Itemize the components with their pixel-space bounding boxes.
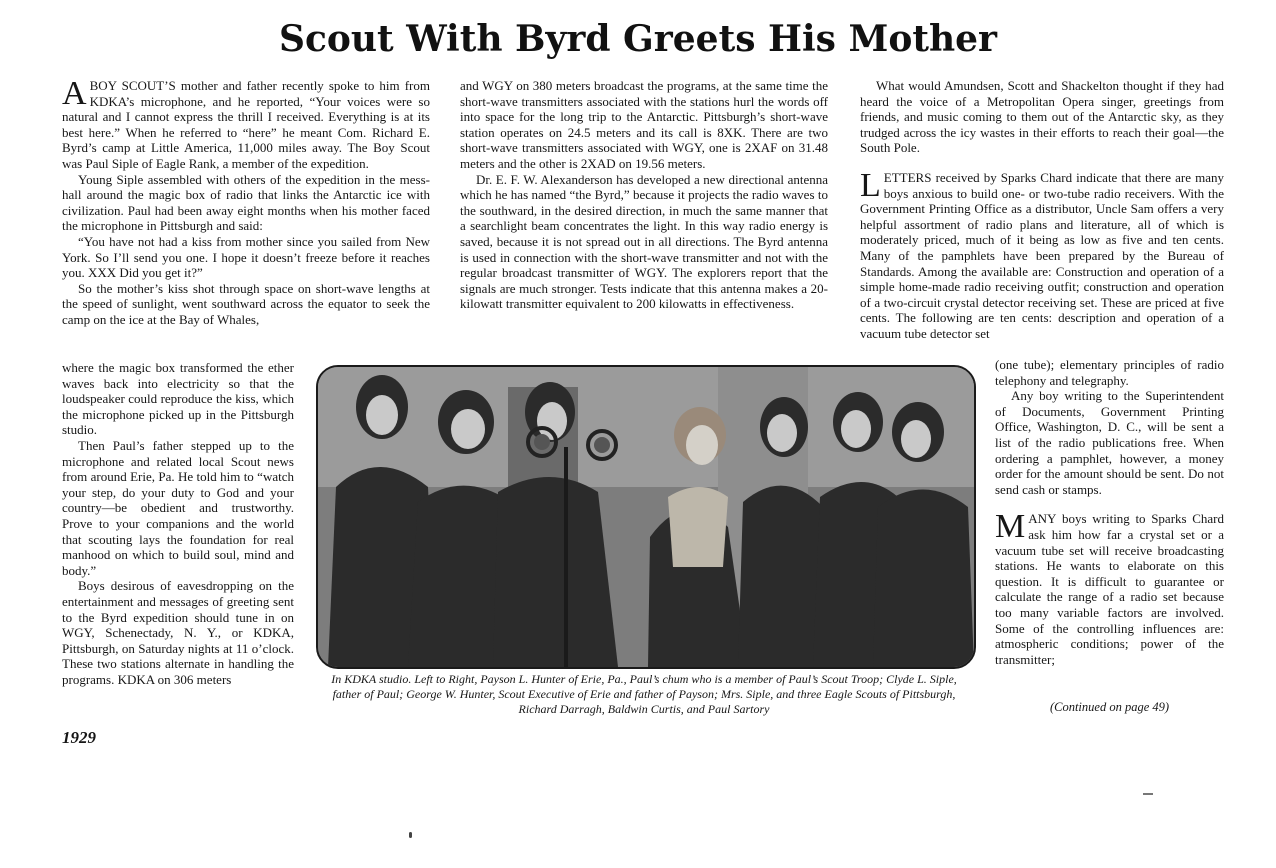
paragraph: Young Siple assembled with others of the expedition in the mess-hall around the magic box of radio that links the Antarctic ice with civilization. Paul had been away eight months when his mother faced the microphone in Pittsburgh and said: — [62, 171, 430, 234]
column-3 — [860, 78, 1224, 342]
paragraph: Any boy writing to the Superintendent of Documents, Government Printing Office, Washington, D. C., will be sent a list of the radio publications free. When ordering a pamphlet, however, a money order for the amount should be sent. Do not send cash or stamps. — [995, 388, 1224, 497]
paragraph: (one tube); elementary principles of radio telephony and telegraphy. — [995, 357, 1224, 388]
paragraph: What would Amundsen, Scott and Shackelton thought if they had heard the voice of a Metropolitan Opera singer, greetings from friends, and music coming to them out of the Antarctic sky, as they trudged across the icy wastes in their efforts to reach their goal—the South Pole. — [860, 78, 1224, 156]
paragraph: Then Paul’s father stepped up to the microphone and related local Scout news from around Erie, Pa. He told him to “watch your step, do your duty to God and your country—be obedient and trustworthy. Prove to your companions and the world that scouting lays the foundation for real manhood on which to build soul, mind and body.” — [62, 437, 294, 578]
drop-cap: A — [62, 75, 87, 112]
column-1-lower — [62, 360, 294, 687]
paragraph: So the mother’s kiss shot through space on short-wave lengths at the speed of sunlight, went southward across the equator to seek the camp on the ice at the Bay of Whales, — [62, 280, 430, 327]
drop-cap: L — [860, 166, 881, 204]
paragraph-text: boys writing to Sparks Chard ask him how far a crystal set or a vacuum tube set will receive broadcasting stations. He wants to elaborate on this question. It is difficult to guarantee or calculate the range of a radio set because too many variable factors are involved. Some of the controlling influences are: atmospheric conditions; power of the transmitter; — [995, 511, 1224, 667]
paragraph: and WGY on 380 meters broadcast the programs, at the same time the short-wave transmitters associated with the stations hurl the words off into space for the long trip to the Antarctic. Pittsburgh’s short-wave station operates on 24.5 meters and its call is 8XK. There are two short-wave transmitters associated with WGY, one is 2XAF on 31.48 meters and the other is 2XAD on 19.56 meters. — [460, 78, 828, 171]
print-mark — [1143, 793, 1153, 795]
article-title: Scout With Byrd Greets His Mother — [278, 18, 998, 60]
lead-words: ANY — [1028, 511, 1057, 527]
paragraph: Boys desirous of eavesdropping on the entertainment and messages of greeting sent to the Byrd expedition should tune in on WGY, Schenectady, N. Y., or KDKA, Pittsburgh, on Saturday nights at 11 o’clock. These two stations alternate in handling the programs. KDKA on 306 meters — [62, 578, 294, 687]
paragraph — [860, 166, 1224, 342]
paragraph — [62, 75, 430, 172]
continued-note: (Continued on page 49) — [1049, 700, 1170, 714]
column-2 — [460, 78, 828, 312]
drop-cap: M — [995, 508, 1026, 546]
paragraph — [995, 508, 1224, 667]
paragraph-text: mother and father recently spoke to him from KDKA’s microphone, and he reported, “Your voices were so natural and I cannot express the thrill I received. Everything is at its best here.” When he referred to “here” he meant Com. Richard E. Byrd’s camp at Little America, 11,000 miles away. The Boy Scout was Paul Siple of Eagle Rank, a member of the expedition. — [62, 78, 430, 171]
lead-words: BOY SCOUT’S — [89, 78, 176, 93]
paragraph-text: received by Sparks Chard indicate that there are many boys anxious to build one- or two-tube radio receivers. With the Government Printing Office as a distributor, Uncle Sam offers a very helpful assortment of radio plans and literature, all of which is moderately priced, much of it being as low as five and ten cents. Many of the pamphlets have been prepared by the Bureau of Standards. Among the available are: Construction and operation of a simple home-made radio receiving outfit; construction and operation of a two-circuit crystal detector receiving set. These are priced at five cents. The following are ten cents: description and operation of a vacuum tube detector set — [860, 169, 1224, 341]
page-number: 1929 — [62, 728, 96, 747]
print-speck — [409, 832, 412, 838]
paragraph: Dr. E. F. W. Alexanderson has developed a new directional antenna which he has named “the Byrd,” because it projects the radio waves to the southward, in the desired direction, in much the same manner that a searchlight beam concentrates the light. In this way radio energy is saved, because it is not spread out in all directions. The Byrd antenna is used in connection with the short-wave transmitter and not with the regular broadcast transmitter of WGY. The explorers report that the signals are much stronger. Tests indicate that this antenna makes a 20-kilowatt transmitter equivalent to 200 kilowatts in effectiveness. — [460, 171, 828, 312]
column-1 — [62, 75, 430, 328]
paragraph: where the magic box transformed the ether waves back into electricity so that the loudspeaker could reproduce the kiss, which the microphone picked up in the Pittsburgh studio. — [62, 360, 294, 438]
photo-caption: In KDKA studio. Left to Right, Payson L. Hunter of Erie, Pa., Paul’s chum who is a member of Paul’s Scout Troop; Clyde L. Siple, father of Paul; George W. Hunter, Scout Executive of Erie and father of Payson; Mrs. Siple, and three Eagle Scouts of Pittsburgh, Richard Darragh, Baldwin Curtis, and Paul Sartory — [331, 672, 957, 716]
studio-photo-illustration — [318, 367, 974, 667]
studio-photograph — [316, 365, 976, 669]
lead-words: ETTERS — [883, 169, 932, 185]
paragraph: “You have not had a kiss from mother since you sailed from New York. So I’ll send you one. I hope it doesn’t freeze before it reaches you. XXX Did you get it?” — [62, 233, 430, 281]
column-3-lower — [995, 357, 1224, 667]
